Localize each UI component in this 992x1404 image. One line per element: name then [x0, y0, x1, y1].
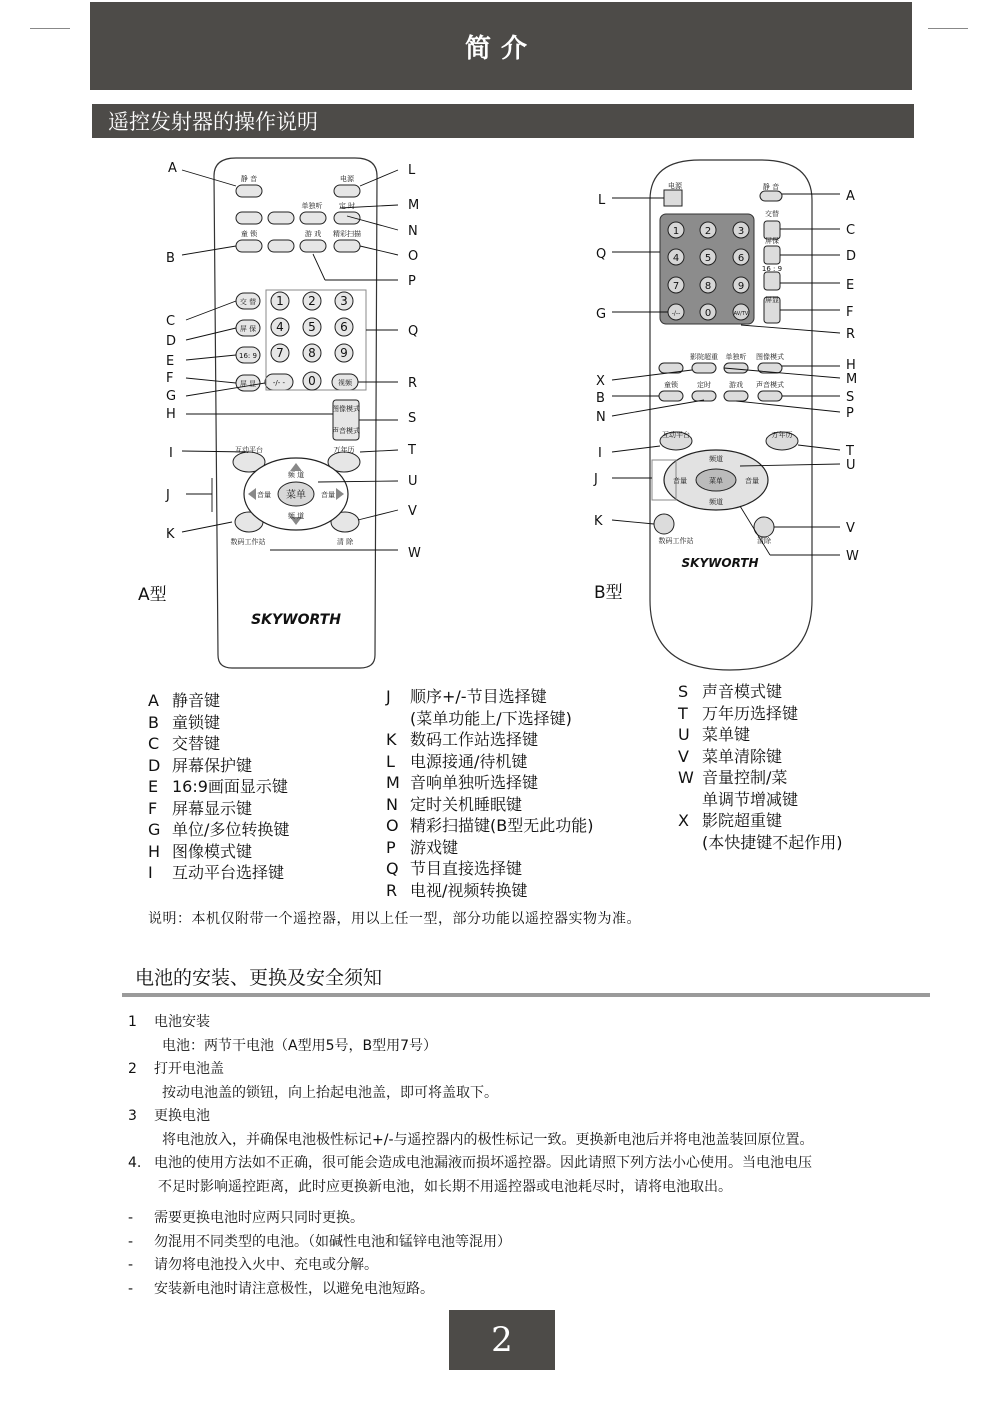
remote-a-callout-q: Q [408, 324, 419, 339]
remote-b-sound-label: 声音模式 [756, 381, 784, 389]
legend-item: K 数码工作站选择键 [386, 730, 539, 749]
remote-a-digit-1-label: 1 [276, 294, 284, 308]
remote-b-callout-b: B [596, 391, 605, 406]
remote-a-callout-e: E [166, 354, 175, 369]
remote-a-timer-button[interactable] [334, 212, 360, 224]
remote-b-vol-left-label: 音量 [673, 477, 687, 485]
remote-note: 说明：本机仅附带一个遥控器，用以上任一型，部分功能以遥控器实物为准。 [148, 911, 641, 927]
legend-item: D 屏幕保护键 [148, 755, 253, 775]
page-title: 简介 [464, 33, 537, 64]
remote-a-top-button-2[interactable] [268, 212, 294, 224]
remote-b [593, 160, 859, 670]
remote-a-digit-label: -/- - [272, 379, 286, 387]
battery-instructions [128, 1011, 814, 1301]
remote-b-callout-d: D [846, 249, 857, 264]
remote-a-sound-label: 声音模式 [332, 427, 360, 435]
remote-a-scan-label: 精彩扫描 [333, 230, 361, 238]
legend-item: (本快捷键不起作用) [702, 832, 843, 852]
remote-b-saver-label: 屏保 [765, 237, 779, 245]
battery-section-title: 电池的安装、更换及安全须知 [135, 967, 383, 989]
remote-b-vol-right-label: 音量 [745, 477, 759, 485]
legend-item: N 定时关机睡眠键 [386, 794, 523, 814]
remote-a-picture-label: 图像模式 [332, 405, 360, 413]
legend-item: U 菜单键 [678, 725, 751, 744]
remote-a-digit-6-label: 6 [340, 320, 348, 334]
remote-a-top-button-1[interactable] [236, 212, 262, 224]
battery-caution: - 需要更换电池时应两只同时更换。 [128, 1210, 364, 1226]
legend-item: E 16:9画面显示键 [148, 777, 288, 796]
remote-b-mute-button[interactable] [760, 191, 782, 201]
remote-b-calendar-label: 万年历 [771, 431, 793, 439]
legend-item: S 声音模式键 [678, 682, 783, 701]
remote-b-lock-label: 童锁 [664, 381, 678, 389]
battery-step-body: 不足时影响遥控距离，此时应更换新电池，如长期不用遥控器或电池耗尽时，请将电池取出。 [158, 1178, 732, 1195]
battery-step: 2 打开电池盖 [128, 1061, 224, 1077]
remote-a-calendar-label: 万年历 [333, 446, 355, 454]
remote-a-callout-h: H [166, 407, 176, 422]
battery-step: 3 更换电池 [128, 1108, 210, 1124]
remote-a-digit-9-label: 9 [340, 346, 348, 360]
remote-b-interact-label: 互动平台 [662, 431, 690, 439]
remote-a-callout-o: O [408, 249, 419, 264]
remote-b-ch-up-label: 频道 [709, 455, 723, 463]
remote-b-callout-h: H [846, 358, 856, 373]
remote-b-ch-down-label: 频道 [709, 498, 723, 506]
legend-item: P 游戏键 [386, 837, 459, 857]
remote-a-mute-label: 静 音 [240, 175, 258, 183]
remote-a-digit-2-label: 2 [308, 294, 316, 308]
remote-b-callout-p: P [846, 406, 854, 421]
remote-a-ch-down-label: 频 道 [287, 512, 305, 520]
remote-b-callout-c: C [846, 223, 856, 238]
remote-b-power-label: 电源 [668, 182, 682, 190]
remote-b-digit-3-label: 3 [737, 226, 745, 237]
legend-item: J 顺序+/-节目选择键 [386, 687, 547, 706]
remote-a-callout-w: W [408, 546, 421, 561]
remote-a-callout-b: B [166, 251, 175, 266]
remote-a-ratio-label: 16: 9 [239, 352, 257, 360]
remote-a-callout-s: S [408, 411, 417, 426]
battery-step-body: 按动电池盖的锁钮，向上抬起电池盖，即可将盖取下。 [162, 1084, 498, 1101]
remote-a-saver-label: 屏 保 [239, 325, 257, 333]
remote-a-game-label: 游 戏 [304, 230, 322, 238]
remote-b-callout-w: W [846, 549, 859, 564]
remote-a-av-label: 视频 [338, 379, 352, 387]
remote-a-mute-button[interactable] [236, 185, 262, 197]
remote-b-digit-9-label: 9 [737, 281, 745, 292]
section-title: 遥控发射器的操作说明 [108, 110, 318, 134]
remote-b-callout-q: Q [596, 247, 607, 262]
remote-a-callout-l: L [408, 163, 416, 178]
legend-item: F 屏幕显示键 [148, 798, 253, 818]
remote-b-lock-button[interactable] [659, 391, 683, 401]
remote-b-cinema-label: 影院超重 [690, 353, 718, 361]
legend-item: Q 节目直接选择键 [386, 859, 523, 878]
remote-a-callout-r: R [408, 376, 418, 391]
remote-b-display-label: 屏显 [765, 296, 779, 304]
remote-a-digit-5-label: 5 [308, 320, 316, 334]
remote-b-saver-button[interactable] [764, 246, 780, 264]
remote-a-model-label: A型 [138, 585, 167, 605]
remote-b-callout-s: S [846, 390, 855, 405]
battery-caution: - 安装新电池时请注意极性，以避免电池短路。 [128, 1280, 434, 1297]
remote-b-mute-label: 静 音 [762, 183, 780, 191]
remote-a-power-label: 电源 [340, 175, 354, 183]
remote-a-lock-label: 童 锁 [240, 230, 258, 238]
legend-item: O 精彩扫描键(B型无此功能) [386, 816, 594, 835]
remote-b-callout-t: T [846, 444, 854, 459]
legend-item: I 互动平台选择键 [148, 863, 285, 882]
battery-step: 4. 电池的使用方法如不正确，很可能会造成电池漏液而损坏遥控器。因此请照下列方法小心使用。当电池电压 [128, 1155, 812, 1171]
legend-item: H 图像模式键 [148, 841, 253, 861]
remote-a-callout-c: C [166, 314, 176, 329]
remote-b-digit-8-label: 8 [704, 281, 712, 292]
remote-a-callout-u: U [408, 474, 418, 489]
remote-b-callout-a: A [846, 189, 855, 204]
remote-b-game-label: 游戏 [729, 381, 743, 389]
remote-b-picture-label: 图像模式 [756, 353, 784, 361]
remote-b-sound-button[interactable] [758, 391, 782, 401]
remote-a-callout-f: F [166, 371, 174, 386]
remote-a-callout-m: M [408, 198, 420, 213]
remote-b-timer-label: 定时 [697, 381, 711, 389]
remote-a-lock-button[interactable] [236, 240, 262, 252]
remote-b-callout-l: L [598, 193, 606, 208]
remote-a-vol-left-label: 音量 [257, 491, 271, 499]
remote-b-callout-k: K [594, 514, 603, 529]
remote-b-digit-2-label: 2 [704, 226, 712, 237]
battery-section-divider [122, 993, 930, 997]
remote-b-station-label: 数码工作站 [658, 537, 694, 545]
legend-column-2 [386, 686, 593, 901]
remote-a-callout-a: A [168, 161, 177, 176]
legend-item: L 电源接通/待机键 [386, 751, 528, 771]
legend-item: A 静音键 [148, 691, 221, 710]
remote-a-power-button[interactable] [334, 185, 360, 197]
legend-item: W 音量控制/菜 [678, 768, 788, 787]
remote-a-clear-label: 清 除 [336, 538, 354, 546]
legend-item: B 童锁键 [148, 712, 221, 732]
remote-a-swap-label: 交 替 [239, 298, 257, 306]
remote-b-timer-button[interactable] [692, 391, 716, 401]
battery-caution: - 勿混用不同类型的电池。（如碱性电池和锰锌电池等混用） [128, 1233, 511, 1250]
remote-a-callout-k: K [166, 527, 175, 542]
legend-item: R 电视/视频转换键 [386, 880, 528, 900]
remote-b-callout-j: J [594, 472, 598, 487]
remote-b-brand-logo: SKYWORTH [681, 556, 759, 570]
battery-step-body: 将电池放入，并确保电池极性标记+/-与遥控器内的极性标记一致。更换新电池后并将电池盖装回原位置。 [162, 1131, 814, 1148]
legend-item: (菜单功能上/下选择键) [410, 708, 572, 728]
legend-item: X 影院超重键 [678, 811, 783, 830]
legend-column-1 [148, 690, 289, 884]
remote-a-callout-i: I [169, 446, 173, 461]
remote-a-interact-label: 互动平台 [235, 446, 263, 454]
legend-item: C 交替键 [148, 734, 221, 753]
legend-column-3 [678, 681, 843, 853]
remote-a-callout-n: N [408, 224, 418, 239]
remote-b-ratio-label: 16 : 9 [761, 265, 783, 273]
legend-item: G 单位/多位转换键 [148, 820, 290, 839]
remote-b-single-label: 单独听 [725, 353, 747, 361]
remote-a [165, 158, 421, 668]
page-number [449, 1310, 555, 1370]
remote-a-single-label: 单独听 [301, 202, 323, 210]
page-number-label: 2 [491, 1320, 513, 1360]
remote-a-callout-d: D [166, 334, 177, 349]
remote-b-digit-7-label: 7 [672, 281, 680, 292]
remote-b-callout-x: X [596, 374, 605, 389]
remote-b-callout-n: N [596, 410, 606, 425]
remote-a-callout-g: G [166, 389, 177, 404]
remote-a-menu-label: 菜单 [286, 490, 306, 501]
remote-a-game-button[interactable] [300, 240, 326, 252]
remote-b-cinema-button[interactable] [692, 363, 716, 373]
remote-b-digit-1-label: 1 [672, 226, 680, 237]
battery-step: 1 电池安装 [128, 1014, 210, 1030]
remote-b-callout-g: G [596, 307, 607, 322]
remote-b-menu-label: 菜单 [709, 477, 723, 485]
remote-b-clear-label: 清除 [757, 537, 771, 545]
remote-b-ratio-button[interactable] [764, 272, 780, 290]
remote-a-scan-button[interactable] [334, 240, 360, 252]
remote-b-av-label: AV/TV [733, 311, 749, 317]
remote-b-callout-r: R [846, 327, 856, 342]
remote-b-digit-0-label: 0 [704, 308, 712, 319]
legend-item: V 菜单清除键 [678, 746, 783, 766]
battery-step-body: 电池：两节干电池（A型用5号，B型用7号） [162, 1037, 437, 1054]
remote-a-callout-v: V [408, 504, 417, 519]
remote-a-digit-7-label: 7 [276, 346, 284, 360]
remote-b-callout-u: U [846, 458, 856, 473]
remote-b-digit-6-label: 6 [737, 253, 745, 264]
remote-b-callout-m: M [846, 372, 858, 387]
remote-a-callout-p: P [408, 274, 416, 289]
remote-a-display-label: 屏 显 [239, 380, 257, 388]
remote-a-vol-right-label: 音量 [321, 491, 335, 499]
remote-b-callout-f: F [846, 305, 854, 320]
remote-a-digit-4-label: 4 [276, 320, 284, 334]
remote-a-callout-j: J [166, 488, 170, 503]
remote-a-top-button-3[interactable] [268, 240, 294, 252]
remote-a-timer-label: 定 时 [338, 202, 356, 210]
legend-item: M 音响单独听选择键 [386, 773, 539, 792]
remote-b-callout-e: E [846, 278, 855, 293]
remote-b-station-button[interactable] [654, 514, 674, 534]
remote-a-digit-0-label: 0 [308, 374, 316, 388]
legend-item: T 万年历选择键 [678, 703, 799, 723]
remote-b-digit-5-label: 5 [704, 253, 712, 264]
remote-a-digit-8-label: 8 [308, 346, 316, 360]
remote-b-callout-i: I [598, 446, 602, 461]
remote-a-station-label: 数码工作站 [230, 538, 266, 546]
remote-b-game-button[interactable] [724, 391, 748, 401]
remote-b-power-button[interactable] [664, 190, 682, 206]
remote-b-swap-label: 交替 [765, 210, 779, 218]
remote-a-digit-3-label: 3 [340, 294, 348, 308]
remote-b-callout-v: V [846, 521, 855, 536]
remote-a-single-button[interactable] [300, 212, 326, 224]
remote-a-brand-logo: SKYWORTH [251, 612, 341, 628]
battery-caution: - 请勿将电池投入火中、充电或分解。 [128, 1257, 378, 1273]
remote-b-digit-4-label: 4 [672, 253, 680, 264]
remote-a-ch-up-label: 频 道 [287, 471, 305, 479]
remote-b-model-label: B型 [594, 583, 623, 603]
remote-a-callout-t: T [408, 443, 416, 458]
remote-b-digit-label: -/-- [671, 310, 681, 317]
legend-item: 单调节增减键 [702, 789, 799, 809]
